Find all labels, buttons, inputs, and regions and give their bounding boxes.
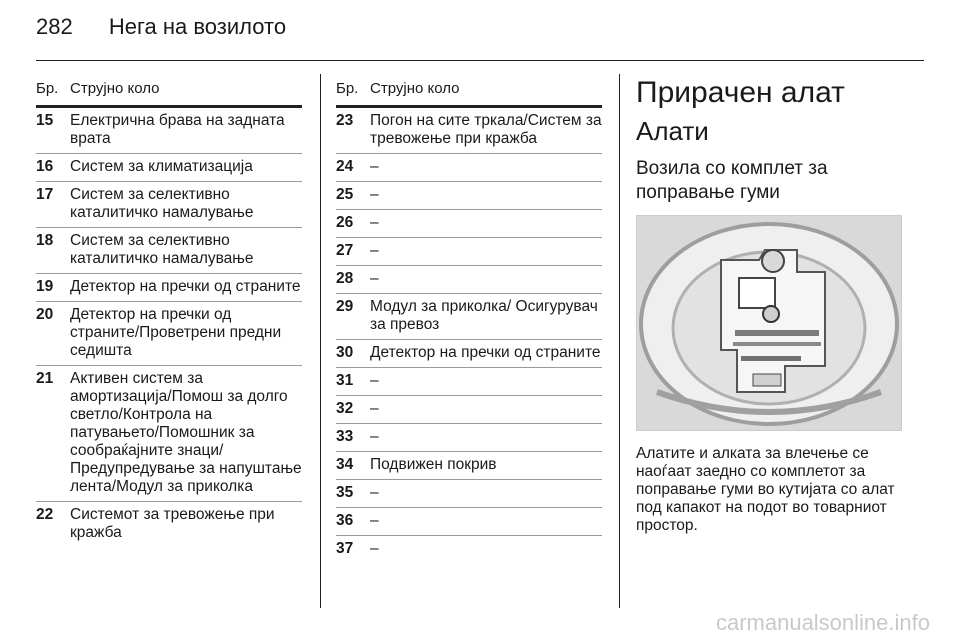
- row-number: 22: [36, 506, 54, 523]
- row-number: 33: [336, 428, 354, 445]
- row-number: 29: [336, 298, 354, 315]
- row-number: 32: [336, 400, 354, 417]
- row-text: –: [370, 400, 379, 417]
- subsubsection-heading: Возила со комплет за поправање гуми: [636, 158, 828, 203]
- table-row: [336, 536, 602, 563]
- row-number: 21: [36, 370, 54, 387]
- page-header: [36, 14, 286, 40]
- row-number: 19: [36, 278, 54, 295]
- row-number: 24: [336, 158, 354, 175]
- table-row: [336, 154, 602, 182]
- column-divider: [619, 74, 620, 608]
- fuse-table-left: [36, 80, 302, 547]
- row-text: Погон на сите тркала/Систем за тревожење при кражба: [370, 112, 602, 147]
- row-number: 17: [36, 186, 54, 203]
- tools-section: [636, 76, 904, 535]
- row-number: 37: [336, 540, 354, 557]
- table-row: [336, 294, 602, 340]
- row-text: –: [370, 186, 379, 203]
- row-text: –: [370, 242, 379, 259]
- tool-kit-photo: [636, 215, 902, 431]
- table-row: [336, 396, 602, 424]
- page-number: 282: [36, 14, 73, 39]
- row-text: Системот за тревожење при кражба: [70, 506, 275, 541]
- row-text: –: [370, 540, 379, 557]
- table-row: [336, 210, 602, 238]
- column-header-number: Бр.: [36, 80, 59, 97]
- table-row: [336, 368, 602, 396]
- watermark: carmanualsonline.info: [715, 610, 930, 635]
- header-divider: [36, 60, 924, 61]
- table-row: [36, 366, 302, 502]
- table-row: [36, 302, 302, 366]
- row-number: 31: [336, 372, 354, 389]
- row-text: Детектор на пречки од страните/Проветрени предни седишта: [70, 306, 282, 359]
- row-text: Модул за приколка/ Осигурувач за превоз: [370, 298, 598, 333]
- row-text: Подвижен покрив: [370, 456, 497, 473]
- table-header: [36, 80, 302, 108]
- table-row: [336, 480, 602, 508]
- column-header-circuit: Струјно коло: [70, 80, 160, 97]
- section-heading: Прирачен алат: [636, 76, 845, 109]
- row-text: –: [370, 270, 379, 287]
- row-number: 30: [336, 344, 354, 361]
- row-number: 34: [336, 456, 354, 473]
- row-text: Детектор на пречки од страните: [370, 344, 601, 361]
- tools-description: Алатите и алката за влечење се наоѓаат заедно со комплетот за поправање гуми во кутијата со алат под капакот на подот во товарниот простор.: [636, 445, 895, 534]
- column-header-circuit: Струјно коло: [370, 80, 460, 97]
- table-row: [336, 508, 602, 536]
- row-number: 15: [36, 112, 54, 129]
- table-row: [336, 108, 602, 154]
- row-number: 16: [36, 158, 54, 175]
- table-row: [36, 502, 302, 547]
- column-divider: [320, 74, 321, 608]
- row-text: Систем за селективно каталитичко намалување: [70, 232, 254, 267]
- row-text: –: [370, 372, 379, 389]
- row-text: –: [370, 158, 379, 175]
- column-header-number: Бр.: [336, 80, 359, 97]
- table-row: [36, 274, 302, 302]
- table-row: [36, 108, 302, 154]
- row-number: 18: [36, 232, 54, 249]
- row-number: 25: [336, 186, 354, 203]
- row-text: Детектор на пречки од страните: [70, 278, 301, 295]
- row-number: 23: [336, 112, 354, 129]
- table-row: [336, 452, 602, 480]
- subsection-heading: Алати: [636, 116, 709, 146]
- table-header: [336, 80, 602, 108]
- table-row: [336, 182, 602, 210]
- table-row: [36, 154, 302, 182]
- row-text: Електрична брава на задната врата: [70, 112, 285, 147]
- row-text: –: [370, 214, 379, 231]
- row-text: Систем за климатизација: [70, 158, 253, 175]
- table-row: [336, 238, 602, 266]
- table-row: [336, 266, 602, 294]
- row-text: Систем за селективно каталитичко намалување: [70, 186, 254, 221]
- row-number: 36: [336, 512, 354, 529]
- row-text: –: [370, 512, 379, 529]
- row-text: –: [370, 484, 379, 501]
- row-number: 20: [36, 306, 54, 323]
- row-text: –: [370, 428, 379, 445]
- page-title: Нега на возилото: [108, 14, 287, 39]
- table-row: [36, 228, 302, 274]
- row-number: 27: [336, 242, 354, 259]
- table-row: [336, 424, 602, 452]
- row-number: 26: [336, 214, 354, 231]
- fuse-table-right: [336, 80, 602, 563]
- row-text: Активен систем за амортизација/Помош за долго светло/Контрола на патувањето/Помошник за сообраќајните знаци/ Предупредување за напуштање лента/Модул за приколка: [70, 370, 302, 495]
- row-number: 28: [336, 270, 354, 287]
- row-number: 35: [336, 484, 354, 501]
- table-row: [336, 340, 602, 368]
- table-row: [36, 182, 302, 228]
